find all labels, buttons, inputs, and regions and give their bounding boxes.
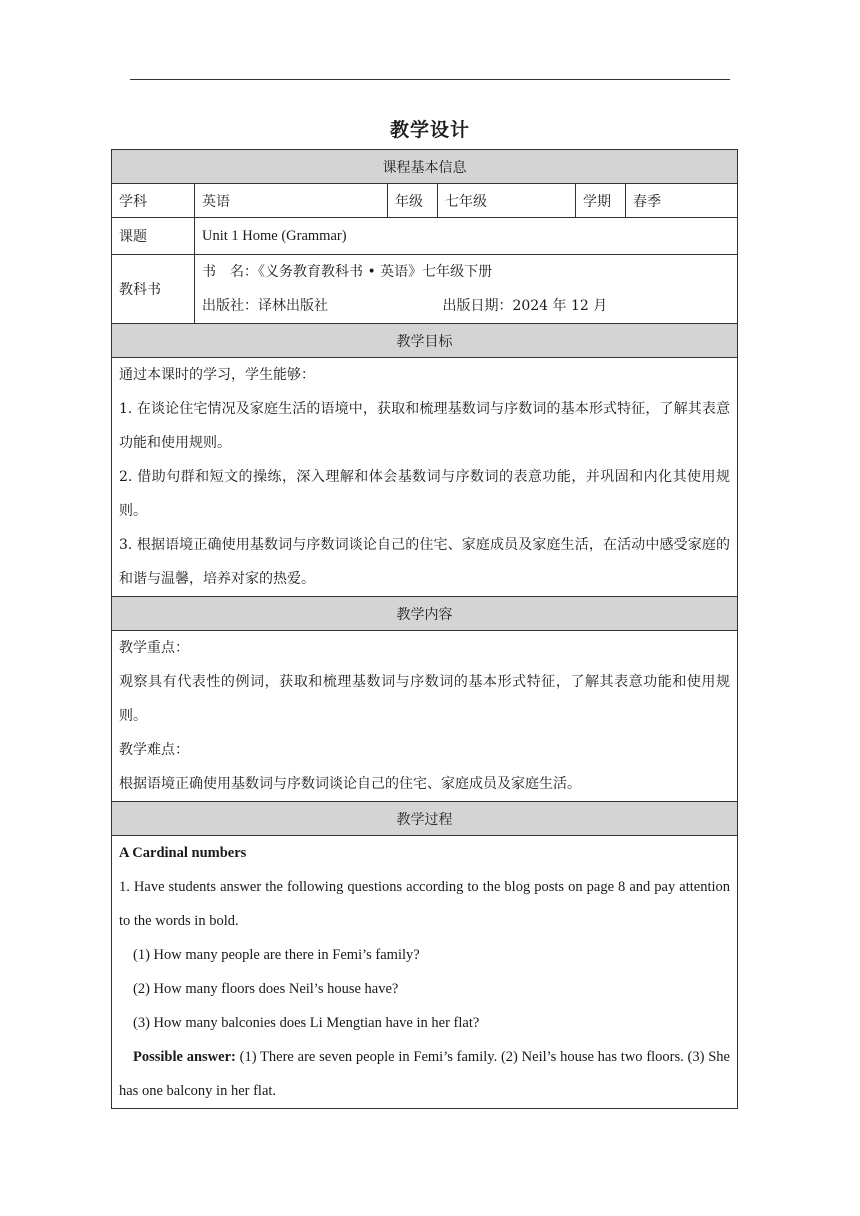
textbook-label: 教科书 — [112, 255, 195, 324]
subject-label: 学科 — [112, 184, 195, 218]
answer-text: (1) There are seven people in Femi’s family. (2) Neil’s house has two floors. (3) She has one balcony in her flat. — [119, 1049, 730, 1099]
pub-date-value: 2024 年 12 月 — [512, 298, 608, 314]
section-header-content: 教学内容 — [112, 597, 738, 631]
key-point-label: 教学重点： — [119, 640, 189, 656]
info-row — [112, 184, 738, 218]
term-value: 春季 — [626, 184, 738, 218]
textbook-row — [112, 255, 738, 324]
section-row-basic-info — [112, 150, 738, 184]
book-name-label: 书 名： — [202, 264, 258, 280]
objectives-row — [112, 358, 738, 597]
term-label: 学期 — [576, 184, 626, 218]
answer-label: Possible answer: — [133, 1049, 236, 1065]
book-name-line — [202, 255, 730, 289]
topic-row — [112, 218, 738, 255]
book-name-value: 《义务教育教科书 • 英语》七年级下册 — [258, 264, 493, 280]
objectives-intro: 通过本课时的学习，学生能够： — [119, 367, 315, 383]
key-point-text: 观察具有代表性的例词，获取和梳理基数词与序数词的基本形式特征，了解其表意功能和使用规则。 — [119, 674, 730, 724]
section-row-content — [112, 597, 738, 631]
pub-date — [442, 289, 607, 323]
section-row-objectives — [112, 324, 738, 358]
objective-item: 1. 在谈论住宅情况及家庭生活的语境中，获取和梳理基数词与序数词的基本形式特征，了解其表意功能和使用规则。 — [119, 401, 730, 451]
question-item: (1) How many people are there in Femi’s family? — [133, 947, 420, 963]
header-rule — [130, 79, 730, 80]
difficulty-label: 教学难点： — [119, 742, 189, 758]
process-step-1: 1. Have students answer the following questions according to the blog posts on page 8 and pay attention to the words in bold. — [119, 879, 730, 929]
process-row — [112, 836, 738, 1109]
difficulty-text: 根据语境正确使用基数词与序数词谈论自己的住宅、家庭成员及家庭生活。 — [119, 776, 581, 792]
grade-value: 七年级 — [438, 184, 576, 218]
topic-label: 课题 — [112, 218, 195, 255]
process-body — [112, 836, 738, 1109]
pub-date-label: 出版日期： — [442, 298, 513, 314]
publisher-line — [202, 289, 730, 323]
objective-item: 2. 借助句群和短文的操练，深入理解和体会基数词与序数词的表意功能，并巩固和内化其使用规则。 — [119, 469, 730, 519]
question-item: (2) How many floors does Neil’s house have? — [133, 981, 399, 997]
subject-value: 英语 — [195, 184, 388, 218]
content-row — [112, 631, 738, 802]
question-item: (3) How many balconies does Li Mengtian have in her flat? — [133, 1015, 480, 1031]
textbook-details — [195, 255, 738, 324]
process-heading: A Cardinal numbers — [119, 845, 247, 861]
section-header-basic-info: 课程基本信息 — [112, 150, 738, 184]
objectives-body — [112, 358, 738, 597]
section-row-process — [112, 802, 738, 836]
publisher-label: 出版社： — [202, 298, 258, 314]
possible-answer — [119, 1040, 730, 1108]
document-title: 教学设计 — [389, 119, 470, 141]
lesson-plan-table — [111, 149, 738, 1109]
grade-label: 年级 — [388, 184, 438, 218]
content-body — [112, 631, 738, 802]
publisher-value: 译林出版社 — [258, 298, 328, 314]
objective-item: 3. 根据语境正确使用基数词与序数词谈论自己的住宅、家庭成员及家庭生活，在活动中感受家庭的和谐与温馨，培养对家的热爱。 — [119, 537, 730, 587]
topic-value: Unit 1 Home (Grammar) — [195, 218, 738, 255]
section-header-objectives: 教学目标 — [112, 324, 738, 358]
section-header-process: 教学过程 — [112, 802, 738, 836]
